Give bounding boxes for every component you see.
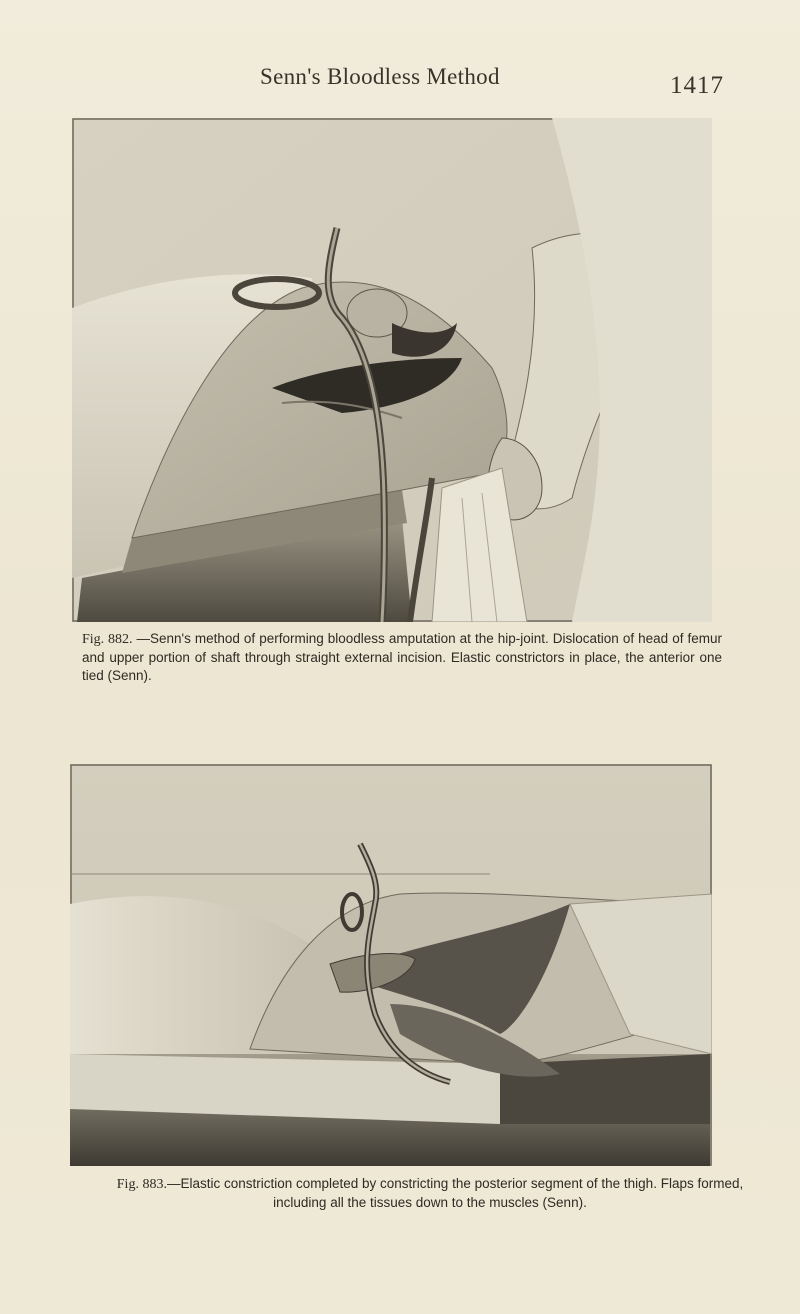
running-head <box>0 64 800 100</box>
figure-882-caption <box>82 630 722 685</box>
page-number: 1417 <box>670 72 724 99</box>
figure-883-label: Fig. 883. <box>116 1177 167 1192</box>
figure-882-label: Fig. 882. <box>82 632 133 647</box>
figure-882-illustration <box>72 118 712 622</box>
figure-883-caption-text: —Elastic constriction completed by constricting the posterior segment of the thigh. Flaps formed, including all the tissues down to the muscles (Senn). <box>166 1176 744 1210</box>
running-title: Senn's Bloodless Method <box>260 64 500 89</box>
figure-883-caption <box>110 1175 750 1212</box>
figure-883-illustration <box>70 764 712 1166</box>
figure-882-caption-text: —Senn's method of performing bloodless amputation at the hip-joint. Dislocation of head of femur and upper portion of shaft through straight external incision. Elastic constrictors in place, the anterior one tied (Senn). <box>82 631 722 683</box>
